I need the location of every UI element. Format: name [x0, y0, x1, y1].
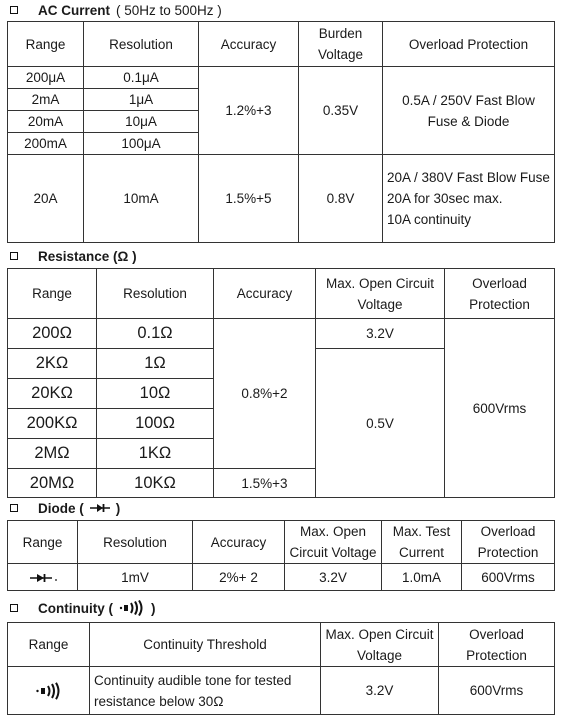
overload-protection-cell: 0.5A / 250V Fast Blow Fuse & Diode — [383, 67, 555, 155]
protection-line: 20A for 30sec max. — [387, 191, 503, 206]
range-cell: 2MΩ — [8, 439, 97, 469]
header-overload-protection: Overload Protection — [462, 521, 555, 564]
table-header-row — [8, 22, 555, 67]
resolution-cell: 1μA — [84, 89, 199, 111]
range-cell: 200μA — [8, 67, 84, 89]
checkbox-square-icon — [10, 252, 18, 260]
continuity-beeper-icon — [119, 600, 145, 616]
header-resolution: Resolution — [78, 521, 193, 564]
resolution-cell: 0.1μA — [84, 67, 199, 89]
continuity-heading — [10, 598, 155, 618]
header-range: Range — [8, 22, 84, 67]
header-test-current: Max. Test Current — [382, 521, 462, 564]
table-row — [8, 155, 555, 243]
header-accuracy: Accuracy — [193, 521, 285, 564]
range-cell: 2mA — [8, 89, 84, 111]
continuity-beeper-icon — [35, 682, 63, 700]
overload-protection-cell: 600Vrms — [439, 667, 555, 715]
checkbox-square-icon — [10, 6, 18, 14]
header-overload-protection: Overload Protection — [445, 269, 555, 319]
table-header-row — [8, 623, 555, 667]
ac-current-table — [7, 21, 555, 243]
ac-current-frequency: ( 50Hz to 500Hz ) — [116, 2, 222, 18]
resolution-cell: 10Ω — [97, 379, 214, 409]
table-row — [8, 319, 555, 349]
checkbox-square-icon — [10, 604, 18, 612]
resistance-table — [7, 268, 555, 498]
open-circuit-voltage-cell: 3.2V — [321, 667, 439, 715]
table-row — [8, 667, 555, 715]
range-cell — [8, 564, 78, 591]
range-cell — [8, 667, 90, 715]
range-cell: 20A — [8, 155, 84, 243]
continuity-table — [7, 622, 555, 715]
resolution-cell: 1mV — [78, 564, 193, 591]
header-accuracy: Accuracy — [214, 269, 316, 319]
resolution-cell: 10KΩ — [97, 469, 214, 498]
header-continuity-threshold: Continuity Threshold — [90, 623, 321, 667]
header-accuracy: Accuracy — [199, 22, 299, 67]
header-open-circuit-voltage: Max. Open Circuit Voltage — [321, 623, 439, 667]
header-resolution: Resolution — [97, 269, 214, 319]
overload-protection-cell — [383, 155, 555, 243]
range-cell: 2KΩ — [8, 349, 97, 379]
resistance-heading — [10, 246, 137, 266]
accuracy-cell: 1.2%+3 — [199, 67, 299, 155]
resolution-cell: 0.1Ω — [97, 319, 214, 349]
accuracy-cell: 1.5%+3 — [214, 469, 316, 498]
overload-protection-cell: 600Vrms — [462, 564, 555, 591]
header-open-circuit-voltage: Max. Open Circuit Voltage — [285, 521, 382, 564]
ac-current-heading — [10, 0, 222, 20]
header-overload-protection: Overload Protection — [383, 22, 555, 67]
diode-title-end: ) — [115, 500, 121, 516]
range-cell: 20MΩ — [8, 469, 97, 498]
resolution-cell: 10mA — [84, 155, 199, 243]
table-row — [8, 564, 555, 591]
continuity-title: Continuity ( — [38, 600, 113, 616]
protection-line: 10A continuity — [387, 212, 472, 227]
table-header-row — [8, 521, 555, 564]
checkbox-square-icon — [10, 504, 18, 512]
resistance-title: Resistance (Ω ) — [38, 248, 137, 264]
accuracy-cell: 2%+ 2 — [193, 564, 285, 591]
accuracy-cell: 1.5%+5 — [199, 155, 299, 243]
continuity-threshold-cell: Continuity audible tone for tested resistance below 30Ω — [90, 667, 321, 715]
range-cell: 200Ω — [8, 319, 97, 349]
burden-voltage-cell: 0.35V — [299, 67, 383, 155]
range-cell: 200mA — [8, 133, 84, 155]
range-cell: 20KΩ — [8, 379, 97, 409]
resolution-cell: 1Ω — [97, 349, 214, 379]
diode-table — [7, 520, 555, 591]
continuity-title-end: ) — [150, 600, 156, 616]
open-circuit-voltage-cell: 3.2V — [316, 319, 445, 349]
header-open-circuit-voltage: Max. Open Circuit Voltage — [316, 269, 445, 319]
burden-voltage-cell: 0.8V — [299, 155, 383, 243]
diode-heading — [10, 498, 120, 518]
header-range: Range — [8, 623, 90, 667]
diode-symbol-icon — [28, 573, 58, 583]
range-cell: 200KΩ — [8, 409, 97, 439]
header-range: Range — [8, 269, 97, 319]
diode-title: Diode ( — [38, 500, 84, 516]
header-overload-protection: Overload Protection — [439, 623, 555, 667]
header-burden-voltage: Burden Voltage — [299, 22, 383, 67]
accuracy-cell: 0.8%+2 — [214, 319, 316, 469]
header-range: Range — [8, 521, 78, 564]
table-header-row — [8, 269, 555, 319]
overload-protection-cell: 600Vrms — [445, 319, 555, 498]
resolution-cell: 1KΩ — [97, 439, 214, 469]
resolution-cell: 10μA — [84, 111, 199, 133]
ac-current-title: AC Current — [38, 2, 111, 18]
open-circuit-voltage-cell: 0.5V — [316, 349, 445, 498]
test-current-cell: 1.0mA — [382, 564, 462, 591]
protection-line: 20A / 380V Fast Blow Fuse — [387, 170, 550, 185]
header-resolution: Resolution — [84, 22, 199, 67]
resolution-cell: 100μA — [84, 133, 199, 155]
diode-symbol-icon — [90, 503, 110, 513]
resolution-cell: 100Ω — [97, 409, 214, 439]
table-row — [8, 67, 555, 89]
range-cell: 20mA — [8, 111, 84, 133]
open-circuit-voltage-cell: 3.2V — [285, 564, 382, 591]
